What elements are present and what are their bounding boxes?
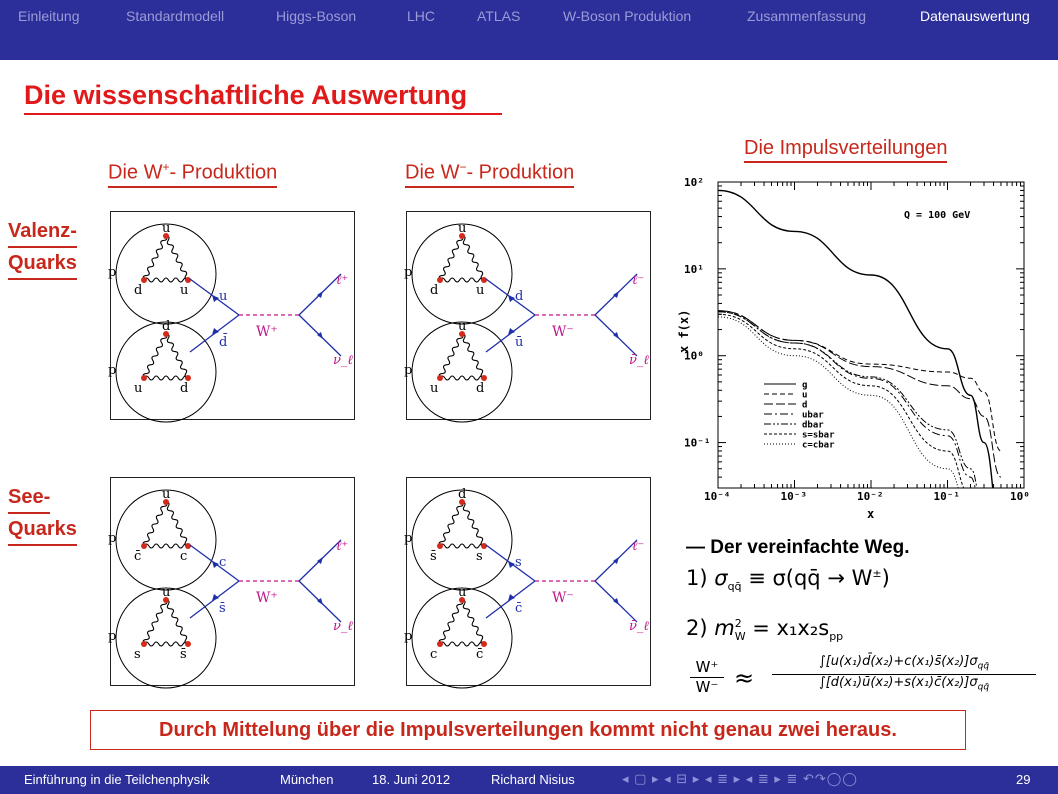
valence_wplus-top-gluon-1 [144, 278, 188, 282]
valence_wminus-top-gluon-2 [462, 236, 484, 280]
valence_wminus-bottom-proton-label: p [404, 363, 413, 378]
valence_wplus-bottom-quark-top: d [162, 319, 171, 334]
x-axis-label: x [867, 507, 875, 521]
pdf-chart-svg [677, 170, 1042, 540]
sea_wplus-bottom-quark-top: u [162, 585, 171, 600]
valence_wplus-top-gluon-2 [166, 236, 188, 280]
y-tick-label: 10⁰ [684, 349, 704, 363]
heading-wplus-text: Die W [108, 161, 163, 184]
footer-author: Richard Nisius [491, 772, 575, 787]
sea_wminus-lepton-label: ℓ⁻ [632, 539, 645, 554]
conclusion-box: Durch Mittelung über die Impulsverteilungen kommt nicht genau zwei heraus. [90, 710, 966, 750]
footer-city: München [280, 772, 334, 787]
valence_wplus-svg [108, 212, 354, 419]
sea_wplus-bottom-proton-label: p [108, 629, 117, 644]
valence_wminus-top-gluon-0 [439, 236, 463, 280]
sea_wminus-neutrino-label: ν̄_ℓ [629, 619, 649, 634]
y-tick-label: 10² [684, 176, 704, 189]
valence_wplus-arrow-bottom [212, 328, 219, 335]
equation-1 [686, 566, 890, 593]
eq2-number: 2) [686, 616, 708, 640]
frac-num-sub: qq̄ [977, 661, 990, 672]
legend-label-2: d [802, 400, 808, 411]
valence_wminus-bottom-gluon-2 [462, 334, 484, 378]
valence_wminus-label-quark-out-bottom: ū [515, 335, 524, 350]
sea_wminus-label-quark-out-bottom: c̄ [515, 601, 523, 616]
valence_wminus-top-proton-label: p [404, 265, 413, 280]
approx-sign: ≈ [734, 664, 755, 692]
frac-numerator: ∫[u(x₁)d̄(x₂)+c(x₁)s̄(x₂)]σ [818, 654, 978, 669]
sea_wplus-top-proton-label: p [108, 531, 117, 546]
top-navigation [0, 0, 1058, 60]
sea_wplus-bottom-quark-left: s [134, 647, 141, 662]
sea_wminus-bottom-quark-top: u [458, 585, 467, 600]
footer-bar [0, 766, 1058, 794]
nav-item-datenauswertung[interactable]: Datenauswertung [920, 8, 1030, 24]
sea_wplus-top-gluon-1 [144, 544, 188, 548]
beamer-navigation-icons[interactable]: ◂ ▢ ▸ ◂ ⊟ ▸ ◂ ≣ ▸ ◂ ≣ ▸ ≣ ↶↷◯◯ [622, 771, 858, 786]
valence_wminus-boson-label: W⁻ [552, 324, 574, 340]
row-label-sea-1: See- [8, 482, 50, 514]
heading-wminus-text: Die W [405, 161, 460, 184]
sea_wplus-neutrino-label: ν_ℓ [333, 619, 353, 634]
valence_wminus-label-quark-out-top: d [515, 289, 524, 304]
eq1-end: ) [881, 566, 890, 590]
valence_wplus-bottom-gluon-1 [144, 376, 188, 380]
title-underline [24, 113, 502, 115]
series-line-u [718, 311, 1001, 451]
valence_wminus-arrow-top [508, 295, 515, 302]
series-line-d [718, 311, 1001, 477]
sea_wplus-top-quark-right: c [180, 549, 188, 564]
valence_wplus-bottom-quark-left: u [134, 381, 143, 396]
page-title: Die wissenschaftliche Auswertung [24, 80, 468, 110]
sea_wplus-bottom-gluon-1 [144, 642, 188, 646]
row-label-valence [8, 216, 77, 280]
sea_wminus-label-quark-out-top: s [515, 555, 522, 570]
sea_wplus-arrow-top [212, 561, 219, 568]
valence_wminus-neutrino-label: ν̄_ℓ [629, 353, 649, 368]
ratio-denominator: W⁻ [690, 677, 724, 696]
legend-label-0: g [802, 380, 808, 391]
sea_wplus-svg [108, 478, 354, 685]
y-axis-label: x f(x) [677, 309, 691, 353]
valence_wminus-top-gluon-1 [440, 278, 484, 282]
nav-item-einleitung[interactable]: Einleitung [18, 8, 80, 24]
x-tick-label: 10⁻³ [780, 490, 807, 503]
footer-date: 18. Juni 2012 [372, 772, 451, 787]
sea_wplus-bottom-gluon-0 [143, 600, 167, 644]
valence_wminus-top-quark-right: u [476, 283, 485, 298]
sea_wminus-bottom-proton-label: p [404, 629, 413, 644]
valence_wminus-top-quark-top: u [458, 221, 467, 236]
sea_wminus-arrow-bottom [508, 594, 515, 601]
footer-page-number: 29 [1016, 772, 1031, 787]
valence_wminus-bottom-quark-left: u [430, 381, 439, 396]
nav-item-standardmodell[interactable]: Standardmodell [126, 8, 225, 24]
chart-annotation: Q = 100 GeV [904, 210, 971, 221]
row-label-sea-2: Quarks [8, 514, 77, 546]
heading-wminus-sup: − [459, 160, 467, 174]
eq1-sup: ± [872, 567, 882, 580]
eq1-number: 1) [686, 566, 708, 590]
equation-3 [686, 654, 1046, 704]
valence_wminus-bottom-gluon-0 [439, 334, 463, 378]
row-label-sea [8, 482, 77, 546]
sea_wminus-top-gluon-0 [439, 502, 463, 546]
valence_wplus-neutrino-label: ν_ℓ [333, 353, 353, 368]
valence_wminus-lepton-label: ℓ⁻ [632, 273, 645, 288]
eq2-sub: W [734, 630, 746, 644]
sea_wplus-bottom-quark-right: s̄ [180, 647, 187, 662]
valence_wplus-lepton-label: ℓ⁺ [336, 273, 349, 288]
sea_wminus-bottom-quark-left: c [430, 647, 438, 662]
eq2-sub2: pp [829, 630, 844, 644]
y-tick-label: 10⁻¹ [684, 436, 711, 450]
heading-wminus-production [405, 160, 574, 188]
row-label-valence-1: Valenz- [8, 216, 77, 248]
eq2-body: = x₁x₂s [745, 616, 830, 640]
legend-label-5: s=sbar [802, 430, 835, 441]
valence_wminus-bottom-quark-top: u [458, 319, 467, 334]
valence_wminus-bottom-gluon-1 [440, 376, 484, 380]
nav-item-higgs-boson[interactable]: Higgs-Boson [276, 8, 357, 24]
valence_wminus-svg [404, 212, 650, 419]
heading-pdf: Die Impulsverteilungen [744, 137, 947, 163]
heading-wplus-production [108, 160, 277, 188]
x-tick-label: 10⁻¹ [933, 490, 960, 503]
valence_wminus-bottom-quark-right: d [476, 381, 485, 396]
heading-wplus-sup: + [162, 160, 170, 174]
sea_wminus-bottom-quark-right: c̄ [476, 647, 484, 662]
feynman-sea-wplus [110, 477, 355, 686]
sea_wplus-bottom-quark-dot-1 [141, 641, 147, 647]
series-line-g [718, 190, 1001, 529]
legend-label-1: u [802, 390, 808, 401]
nav-item-atlas[interactable]: ATLAS [477, 8, 521, 24]
sea_wplus-top-quark-left: c̄ [134, 549, 142, 564]
eq1-sigma: σ [714, 566, 728, 590]
plot-frame [718, 182, 1024, 488]
y-tick-label: 10¹ [684, 262, 704, 276]
valence_wplus-bottom-gluon-2 [166, 334, 188, 378]
footer-course: Einführung in die Teilchenphysik [24, 772, 210, 787]
eq1-sub: qq̄ [727, 580, 742, 594]
feynman-valence-wminus [406, 211, 651, 420]
sea_wminus-bottom-quark-dot-1 [437, 641, 443, 647]
sea_wplus-top-quark-top: u [162, 487, 171, 502]
eq2-sup: 2 [734, 617, 742, 630]
frac-den-sub: qq̄ [977, 682, 990, 693]
frac-denominator: ∫[d(x₁)ū(x₂)+s(x₁)c̄(x₂)]σ [818, 674, 978, 690]
ratio-numerator: W⁺ [695, 658, 719, 676]
sea_wminus-top-gluon-2 [462, 502, 484, 546]
nav-item-lhc[interactable]: LHC [407, 8, 436, 24]
sea_wminus-top-quark-dot-1 [437, 543, 443, 549]
sea_wminus-top-proton-label: p [404, 531, 413, 546]
valence_wplus-bottom-gluon-0 [143, 334, 167, 378]
sea_wplus-label-quark-out-bottom: s̄ [219, 601, 226, 616]
nav-item-zusammenfassung[interactable]: Zusammenfassung [747, 8, 867, 24]
legend-label-6: c=cbar [802, 440, 835, 451]
sea_wminus-bottom-gluon-2 [462, 600, 484, 644]
valence_wplus-bottom-quark-right: d [180, 381, 189, 396]
nav-item-w-boson-produktion[interactable]: W-Boson Produktion [563, 8, 692, 24]
valence_wplus-label-quark-out-bottom: d̄ [219, 335, 228, 350]
simplified-path-heading: — Der vereinfachte Weg. [686, 537, 910, 558]
sea_wplus-top-quark-dot-1 [141, 543, 147, 549]
valence_wplus-top-gluon-0 [143, 236, 167, 280]
heading-wminus-rest: - Produktion [466, 161, 575, 184]
sea_wminus-bottom-gluon-1 [440, 642, 484, 646]
sea_wminus-top-quark-left: s̄ [430, 549, 437, 564]
sea_wminus-top-quark-top: d [458, 487, 467, 502]
valence_wplus-top-quark-left: d [134, 283, 143, 298]
sea_wplus-boson-label: W⁺ [256, 590, 278, 606]
sea_wminus-top-gluon-1 [440, 544, 484, 548]
valence_wplus-bottom-proton-label: p [108, 363, 117, 378]
sea_wminus-bottom-gluon-0 [439, 600, 463, 644]
equation-2 [686, 616, 843, 643]
valence_wplus-top-quark-top: u [162, 221, 171, 236]
valence_wplus-label-quark-out-top: u [219, 289, 228, 304]
sea_wminus-boson-label: W⁻ [552, 590, 574, 606]
x-tick-label: 10⁻⁴ [704, 490, 731, 503]
sea_wplus-top-gluon-0 [143, 502, 167, 546]
valence_wminus-arrow-bottom [508, 328, 515, 335]
valence_wplus-top-proton-label: p [108, 265, 117, 280]
sea_wplus-label-quark-out-top: c [219, 555, 227, 570]
sea_wplus-arrow-bottom [212, 594, 219, 601]
sea_wplus-lepton-label: ℓ⁺ [336, 539, 349, 554]
valence_wplus-top-quark-right: u [180, 283, 189, 298]
pdf-chart [677, 170, 1042, 540]
feynman-valence-wplus [110, 211, 355, 420]
valence_wminus-top-quark-left: d [430, 283, 439, 298]
sea_wminus-arrow-top [508, 561, 515, 568]
heading-wplus-rest: - Produktion [169, 161, 278, 184]
sea_wplus-bottom-gluon-2 [166, 600, 188, 644]
row-label-valence-2: Quarks [8, 248, 77, 280]
sea_wminus-svg [404, 478, 650, 685]
feynman-sea-wminus [406, 477, 651, 686]
legend-label-4: dbar [802, 420, 824, 431]
valence_wplus-boson-label: W⁺ [256, 324, 278, 340]
x-tick-label: 10⁻² [857, 490, 884, 503]
legend-label-3: ubar [802, 410, 824, 421]
valence_wplus-arrow-top [212, 295, 219, 302]
eq1-body: ≡ σ(qq̄ → W [741, 566, 873, 590]
x-tick-label: 10⁰ [1010, 490, 1030, 503]
sea_wplus-top-gluon-2 [166, 502, 188, 546]
sea_wminus-top-quark-right: s [476, 549, 483, 564]
eq2-m: m [714, 616, 735, 640]
